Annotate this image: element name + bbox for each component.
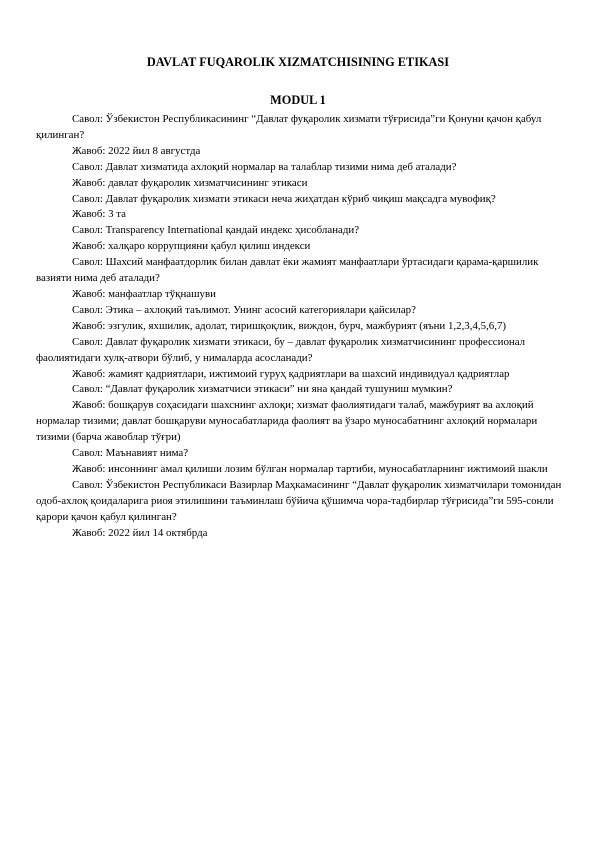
question-line: Савол: Этика – ахлоқий таълимот. Унинг асосий категориялари қайсилар? [72, 303, 416, 316]
question-line: Савол: Шахсий манфаатдорлик билан давлат ёки жамият манфаатлари ўртасидаги қарама-қаршилик вазияти нима деб аталади? [36, 256, 539, 285]
question-line: Савол: Давлат хизматида ахлоқий нормалар ва талаблар тизими нима деб аталади? [72, 160, 457, 173]
answer-line: Жавоб: давлат фуқаролик хизматчисининг этикаси [72, 176, 308, 189]
answer-line: Жавоб: 3 та [72, 208, 127, 221]
answer-line: Жавоб: эзгулик, яхшилик, адолат, тиришқоқлик, виждон, бурч, мажбурият (яъни 1,2,3,4,5,6,7) [72, 319, 507, 332]
question-line: Савол: Давлат фуқаролик хизмати этикаси, бу – давлат фуқаролик хизматчисининг профессионал фаолиятидаги хулқ-атвори бўлиб, у нималарда асосланади? [36, 335, 526, 364]
question-line: Савол: “Давлат фуқаролик хизматчиси этикаси” ни яна қандай тушуниш мумкин? [72, 383, 453, 396]
question-line: Савол: Давлат фуқаролик хизмати этикаси неча жиҳатдан кўриб чиқиш мақсадга мувофиқ? [72, 192, 496, 205]
answer-line: Жавоб: 2022 йил 14 октябрда [72, 526, 208, 539]
document-title: DAVLAT FUQAROLIK XIZMATCHISINING ETIKASI [146, 55, 450, 69]
answer-line: Жавоб: манфаатлар тўқнашуви [72, 287, 216, 300]
question-answer-list [36, 112, 562, 541]
answer-line: Жавоб: жамият қадриятлари, ижтимоий гуруҳ қадриятлари ва шахсий индивидуал қадриятлар [72, 367, 510, 380]
question-line: Савол: Transparency International қандай индекс ҳисобланади? [72, 224, 360, 237]
module-heading: MODUL 1 [270, 93, 326, 107]
question-line: Савол: Ўзбекистон Республикаси Вазирлар Маҳкамасининг “Давлат фуқаролик хизматчилари томонидан одоб-ахлоқ қоидаларига риоя этилишини таъминлаш бўйича қўшимча чора-тадбирлар тўғрисида”ги 595-сонли қарори қачон қабул қилинган? [36, 478, 562, 523]
answer-line: Жавоб: халқаро коррупцияни қабул қилиш индекси [72, 240, 311, 253]
answer-line: Жавоб: бошқарув соҳасидаги шахснинг ахлоқи; хизмат фаолиятидаги талаб, мажбурият ва ахлоқий нормалар тизими; давлат бошқаруви муносабатларида фаолият ва ўзаро муносабатнинг ахлоқий нормалари тизими (барча жавоблар тўғри) [36, 399, 538, 444]
answer-line: Жавоб: 2022 йил 8 августда [72, 144, 201, 157]
answer-line: Жавоб: инсоннинг амал қилиши лозим бўлган нормалар тартиби, муносабатларнинг ижтимоий шакли [72, 462, 548, 475]
question-line: Савол: Маънавият нима? [72, 447, 189, 460]
question-line: Савол: Ўзбекистон Республикасининг “Давлат фуқаролик хизмати тўғрисида”ги Қонуни қачон қабул қилинган? [36, 113, 542, 141]
